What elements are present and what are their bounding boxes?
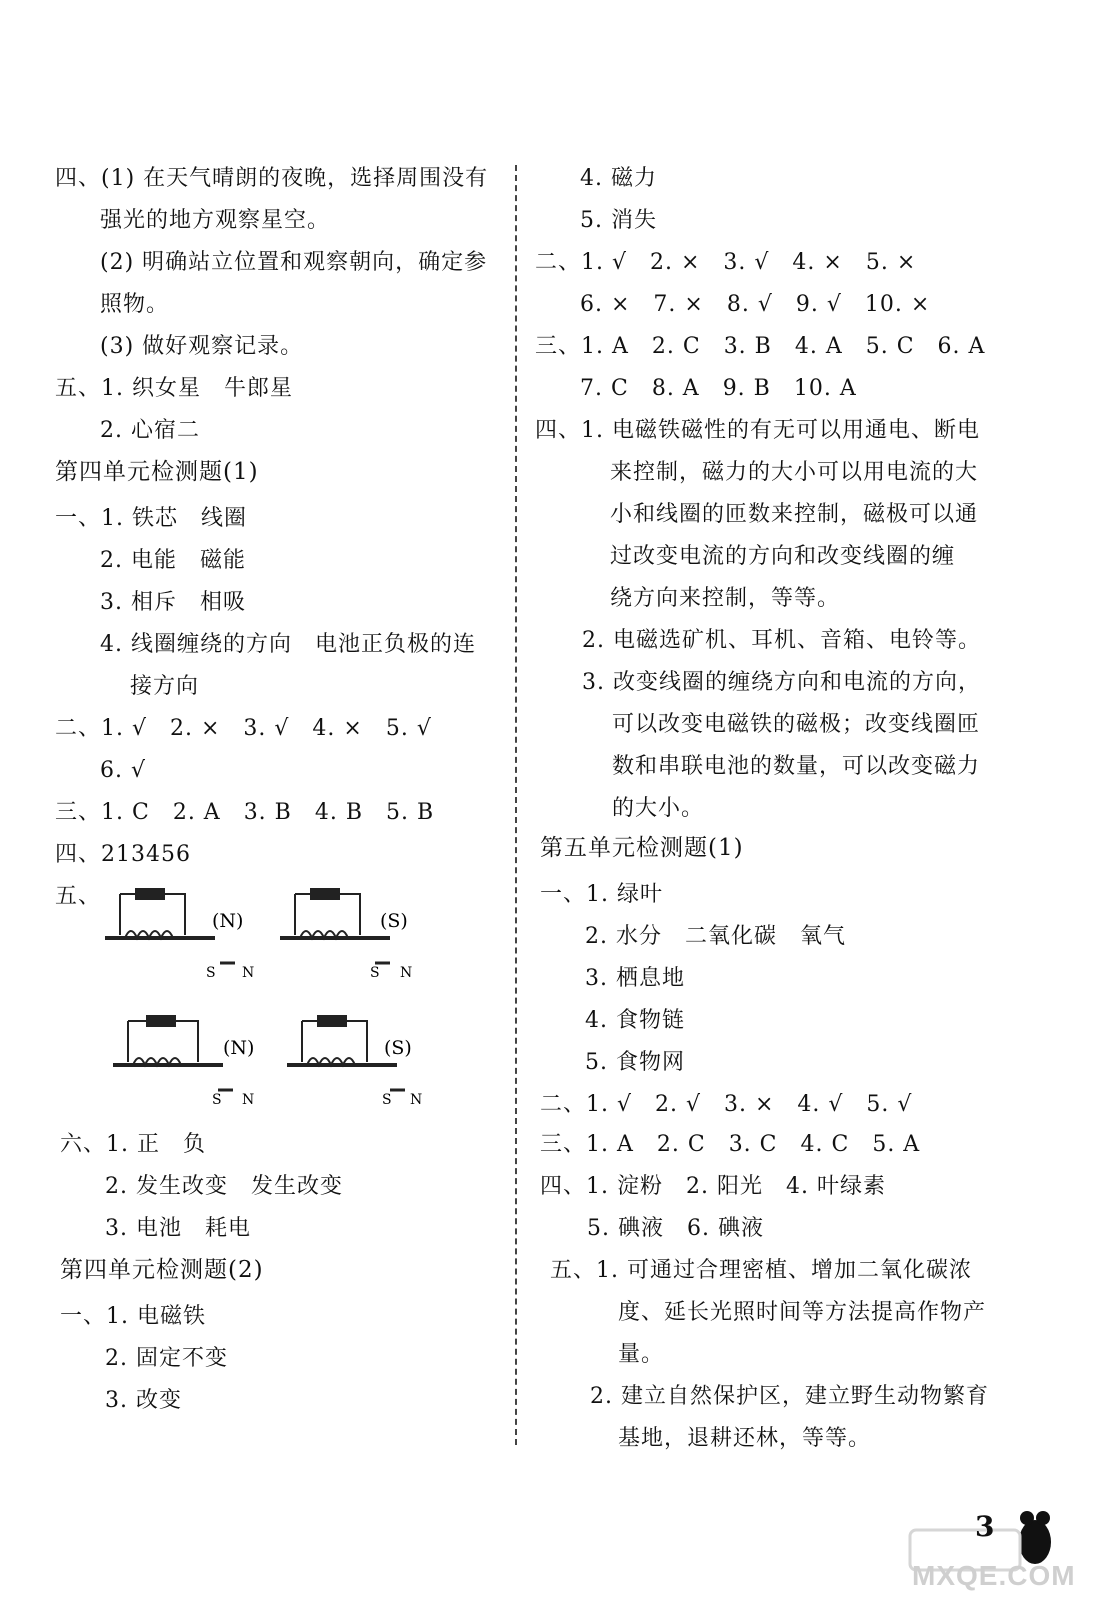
watermark-text: MXQE.COM bbox=[912, 1560, 1076, 1591]
answer-line: 6. × 7. × 8. √ 9. √ 10. × bbox=[580, 292, 931, 317]
answer-line: 3. 电池 耗电 bbox=[105, 1216, 251, 1241]
pole-label: (S) bbox=[384, 1037, 412, 1059]
compass-n-label: N bbox=[242, 1092, 255, 1108]
answer-line: 量。 bbox=[618, 1342, 665, 1367]
answer-line: 2. 心宿二 bbox=[100, 418, 200, 443]
answer-line: 三、1. A 2. C 3. B 4. A 5. C 6. A bbox=[535, 334, 986, 359]
answer-line: 基地，退耕还林，等等。 bbox=[618, 1426, 872, 1451]
electromagnet-diagram bbox=[108, 1012, 278, 1112]
answer-line: 数和串联电池的数量，可以改变磁力 bbox=[612, 754, 981, 779]
answer-line: 5. 消失 bbox=[580, 208, 657, 233]
answer-line: 二、1. √ 2. × 3. √ 4. × 5. × bbox=[535, 250, 917, 275]
section-heading: 第五单元检测题(1) bbox=[540, 835, 744, 861]
pole-label: (N) bbox=[212, 910, 244, 932]
answer-line: 六、1. 正 负 bbox=[60, 1132, 206, 1157]
compass-s-label: S bbox=[370, 965, 380, 981]
answer-line: 四、1. 淀粉 2. 阳光 4. 叶绿素 bbox=[540, 1174, 886, 1199]
answer-line: (2) 明确站立位置和观察朝向，确定参 bbox=[100, 250, 488, 275]
answer-line: 2. 建立自然保护区，建立野生动物繁育 bbox=[590, 1384, 989, 1409]
compass-n-label: N bbox=[400, 965, 413, 981]
section-heading: 第四单元检测题(2) bbox=[60, 1257, 264, 1283]
answer-line: 2. 电能 磁能 bbox=[100, 548, 246, 573]
answer-line: (3) 做好观察记录。 bbox=[100, 334, 304, 359]
answer-line: 4. 线圈缠绕的方向 电池正负极的连 bbox=[100, 632, 476, 657]
answer-line: 五、1. 可通过合理密植、增加二氧化碳浓 bbox=[550, 1258, 972, 1283]
pole-label: (S) bbox=[380, 910, 408, 932]
answer-line: 一、1. 铁芯 线圈 bbox=[55, 506, 247, 531]
pole-label: (N) bbox=[223, 1037, 255, 1059]
answer-line: 7. C 8. A 9. B 10. A bbox=[580, 376, 857, 401]
column-divider bbox=[515, 165, 517, 1445]
answer-line: 四、213456 bbox=[55, 842, 191, 867]
electromagnet-diagram bbox=[100, 885, 270, 985]
compass-n-label: N bbox=[410, 1092, 423, 1108]
electromagnet-diagram bbox=[275, 885, 445, 985]
compass-s-label: S bbox=[382, 1092, 392, 1108]
answer-line: 一、1. 电磁铁 bbox=[60, 1304, 206, 1329]
answer-line: 一、1. 绿叶 bbox=[540, 882, 663, 907]
answer-line: 可以改变电磁铁的磁极；改变线圈匝 bbox=[612, 712, 981, 737]
answer-line: 过改变电流的方向和改变线圈的缠 bbox=[610, 544, 956, 569]
compass-n-label: N bbox=[242, 965, 255, 981]
answer-line: 五、 bbox=[55, 884, 102, 909]
answer-line: 3. 栖息地 bbox=[585, 966, 685, 991]
answer-line: 的大小。 bbox=[612, 796, 705, 821]
compass-s-label: S bbox=[212, 1092, 222, 1108]
answer-line: 四、(1) 在天气晴朗的夜晚，选择周围没有 bbox=[55, 166, 489, 191]
answer-line: 2. 电磁选矿机、耳机、音箱、电铃等。 bbox=[582, 628, 981, 653]
answer-line: 3. 改变线圈的缠绕方向和电流的方向， bbox=[582, 670, 981, 695]
answer-line: 来控制，磁力的大小可以用电流的大 bbox=[610, 460, 979, 485]
answer-line: 4. 磁力 bbox=[580, 166, 657, 191]
answer-line: 2. 水分 二氧化碳 氧气 bbox=[585, 924, 846, 949]
answer-line: 照物。 bbox=[100, 292, 170, 317]
answer-line: 二、1. √ 2. × 3. √ 4. × 5. √ bbox=[55, 716, 432, 741]
answer-line: 2. 固定不变 bbox=[105, 1346, 228, 1371]
answer-line: 小和线圈的匝数来控制，磁极可以通 bbox=[610, 502, 979, 527]
answer-line: 三、1. A 2. C 3. C 4. C 5. A bbox=[540, 1132, 921, 1157]
answer-line: 强光的地方观察星空。 bbox=[100, 208, 331, 233]
answer-line: 五、1. 织女星 牛郎星 bbox=[55, 376, 293, 401]
answer-line: 5. 食物网 bbox=[585, 1050, 685, 1075]
answer-line: 三、1. C 2. A 3. B 4. B 5. B bbox=[55, 800, 435, 825]
electromagnet-diagram bbox=[282, 1012, 452, 1112]
answer-line: 接方向 bbox=[130, 674, 200, 699]
section-heading: 第四单元检测题(1) bbox=[55, 459, 259, 485]
answer-line: 绕方向来控制，等等。 bbox=[610, 586, 841, 611]
page-number: 3 bbox=[975, 1510, 995, 1543]
compass-s-label: S bbox=[206, 965, 216, 981]
answer-line: 四、1. 电磁铁磁性的有无可以用通电、断电 bbox=[535, 418, 980, 443]
answer-line: 5. 碘液 6. 碘液 bbox=[587, 1216, 764, 1241]
answer-line: 2. 发生改变 发生改变 bbox=[105, 1174, 343, 1199]
answer-line: 度、延长光照时间等方法提高作物产 bbox=[618, 1300, 987, 1325]
answer-line: 4. 食物链 bbox=[585, 1008, 685, 1033]
answer-line: 3. 改变 bbox=[105, 1388, 182, 1413]
answer-line: 二、1. √ 2. √ 3. × 4. √ 5. √ bbox=[540, 1092, 913, 1117]
answer-line: 6. √ bbox=[100, 758, 147, 783]
answer-line: 3. 相斥 相吸 bbox=[100, 590, 246, 615]
